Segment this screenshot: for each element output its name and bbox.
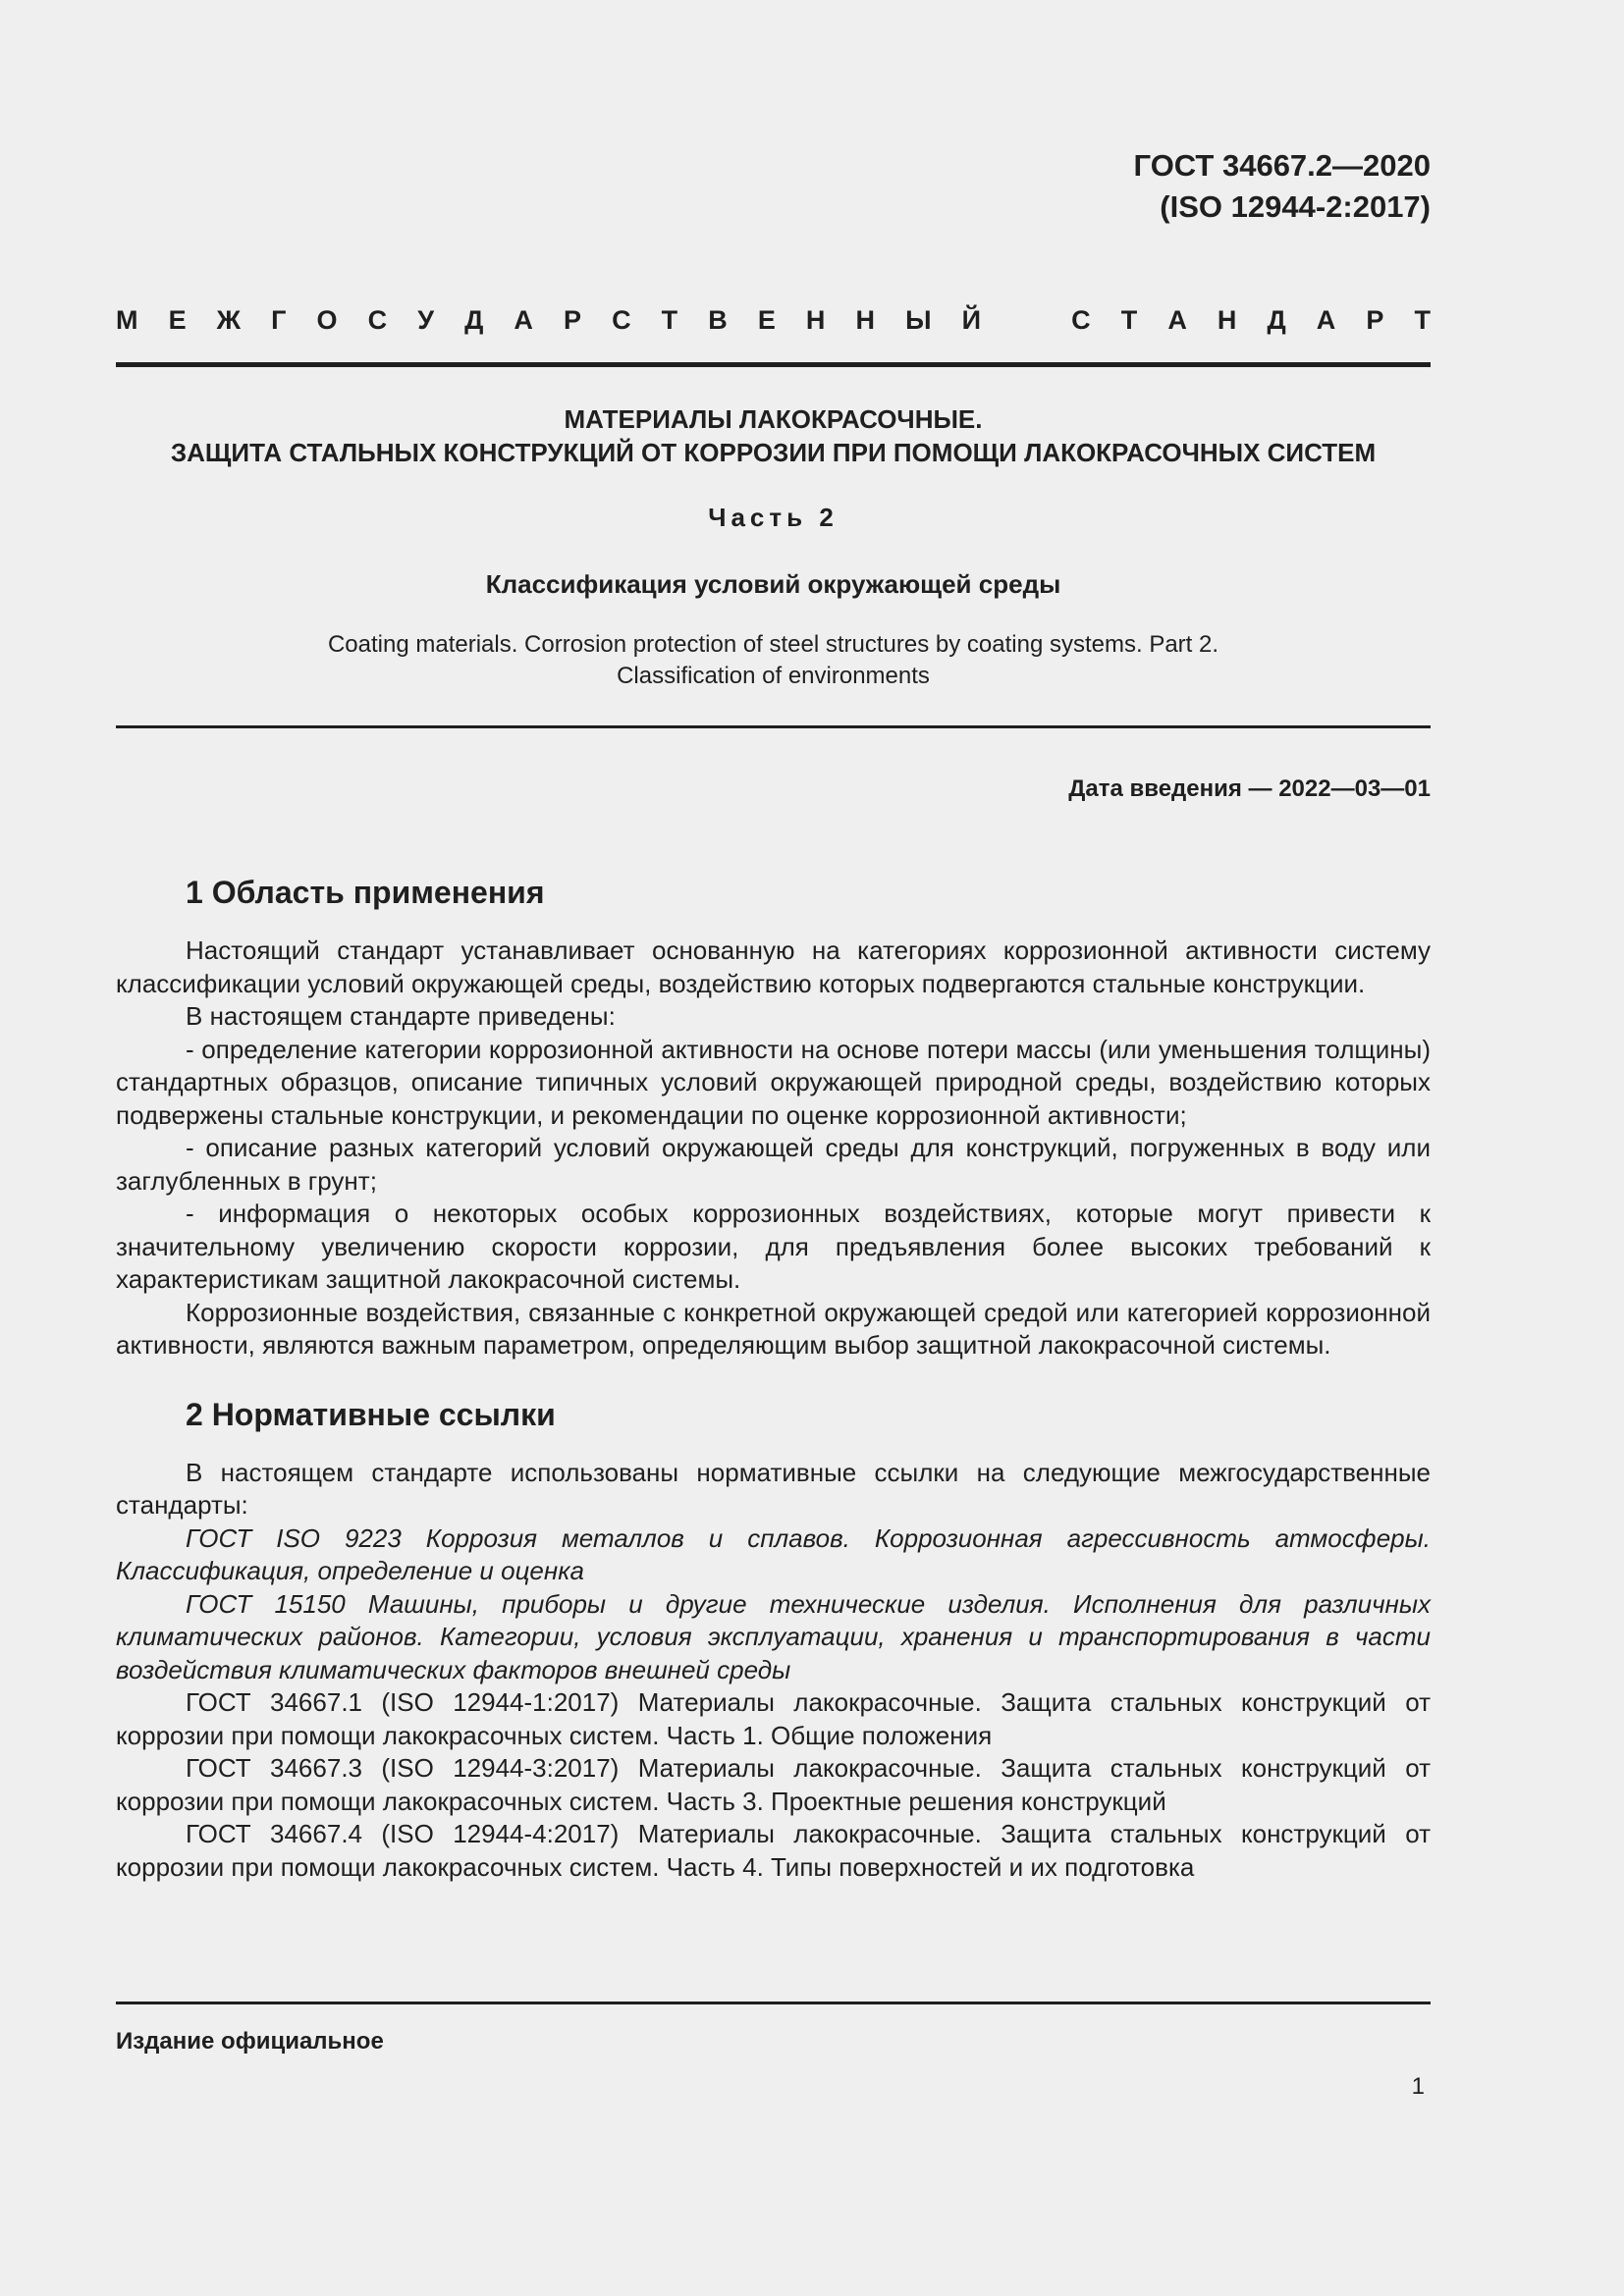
normative-reference: ГОСТ ISO 9223 Коррозия металлов и сплавов. Коррозионная агрессивность атмосферы. Классификация, определение и оценка bbox=[116, 1522, 1431, 1585]
english-title-line-1: Coating materials. Corrosion protection of steel structures by coating systems. Part 2. bbox=[327, 631, 1219, 658]
document-body bbox=[116, 872, 1431, 1884]
section-1-list-item: - описание разных категорий условий окружающей среды для конструкций, погруженных в воду или заглубленных в грунт; bbox=[116, 1133, 1431, 1196]
normative-reference: ГОСТ 34667.1 (ISO 12944-1:2017) Материалы лакокрасочные. Защита стальных конструкций от коррозии при помощи лакокрасочных систем. Часть 1. Общие положения bbox=[116, 1687, 1431, 1750]
banner-letter: С bbox=[612, 305, 631, 335]
section-2-heading: 2 Нормативные ссылки bbox=[186, 1396, 556, 1432]
banner-letter: Н bbox=[805, 305, 826, 335]
banner-letter: А bbox=[1167, 305, 1187, 335]
standard-designation bbox=[1134, 145, 1431, 228]
normative-reference: ГОСТ 34667.3 (ISO 12944-3:2017) Материалы лакокрасочные. Защита стальных конструкций от коррозии при помощи лакокрасочных систем. Часть 3. Проектные решения конструкций bbox=[116, 1753, 1431, 1816]
banner-letter: В bbox=[708, 305, 728, 335]
banner-letter: Й bbox=[961, 305, 981, 335]
banner-letter: Е bbox=[757, 305, 776, 335]
banner-letter: Н bbox=[855, 305, 875, 335]
banner-letter: Ы bbox=[905, 305, 932, 335]
banner-letter: Д bbox=[1267, 305, 1286, 335]
footer-divider bbox=[116, 2002, 1431, 2004]
banner-letter: Е bbox=[168, 305, 187, 335]
banner-letter: О bbox=[316, 305, 338, 335]
section-2-paragraph: В настоящем стандарте использованы нормативные ссылки на следующие межгосударственные стандарты: bbox=[116, 1457, 1431, 1520]
title-divider bbox=[116, 725, 1431, 728]
section-1-paragraph: В настоящем стандарте приведены: bbox=[186, 1001, 616, 1031]
introduction-date: Дата введения — 2022—03—01 bbox=[1068, 775, 1431, 802]
section-1-paragraph: Настоящий стандарт устанавливает основанную на категориях коррозионной активности систему классификации условий окружающей среды, воздействию которых подвергаются стальные конструкции. bbox=[116, 935, 1431, 998]
section-1-list-item: - информация о некоторых особых коррозионных воздействиях, которые могут привести к значительному увеличению скорости коррозии, для предъявления более высоких требований к характеристикам защитной лакокрасочной системы. bbox=[116, 1199, 1431, 1294]
banner-letter: М bbox=[116, 305, 138, 335]
section-1-paragraph: Коррозионные воздействия, связанные с конкретной окружающей средой или категорией коррозионной активности, являются важным параметром, определяющим выбор защитной лакокрасочной системы. bbox=[116, 1297, 1431, 1360]
section-1-list-item: - определение категории коррозионной активности на основе потери массы (или уменьшения толщины) стандартных образцов, описание типичных условий окружающей природной среды, воздействию которых подвержены стальные конструкции, и рекомендации по оценке коррозионной активности; bbox=[116, 1034, 1431, 1130]
interstate-standard-banner bbox=[116, 300, 1431, 340]
banner-letter: Н bbox=[1217, 305, 1237, 335]
document-title bbox=[116, 402, 1431, 469]
designation-iso: (ISO 12944-2:2017) bbox=[1160, 189, 1431, 224]
banner-letter: С bbox=[367, 305, 388, 335]
page-number: 1 bbox=[1411, 2073, 1425, 2100]
english-title bbox=[116, 629, 1431, 692]
banner-letter: А bbox=[1316, 305, 1336, 335]
normative-reference: ГОСТ 34667.4 (ISO 12944-4:2017) Материалы лакокрасочные. Защита стальных конструкций от коррозии при помощи лакокрасочных систем. Часть 4. Типы поверхностей и их подготовка bbox=[116, 1819, 1431, 1882]
banner-letter: Ж bbox=[216, 305, 242, 335]
banner-letter: Т bbox=[1120, 305, 1138, 335]
banner-letter: Т bbox=[1414, 305, 1431, 335]
banner-letter: Г bbox=[271, 305, 287, 335]
title-line-1: МАТЕРИАЛЫ ЛАКОКРАСОЧНЫЕ. bbox=[564, 404, 983, 434]
banner-letter: Т bbox=[661, 305, 678, 335]
header-divider bbox=[116, 362, 1431, 367]
document-page bbox=[116, 0, 1431, 2296]
normative-reference: ГОСТ 15150 Машины, приборы и другие технические изделия. Исполнения для различных климатических районов. Категории, условия эксплуатации, хранения и транспортирования в части воздействия климатических факторов внешней среды bbox=[116, 1588, 1431, 1684]
title-line-2: ЗАЩИТА СТАЛЬНЫХ КОНСТРУКЦИЙ ОТ КОРРОЗИИ ПРИ ПОМОЩИ ЛАКОКРАСОЧНЫХ СИСТЕМ bbox=[170, 438, 1377, 467]
official-edition-label: Издание официальное bbox=[116, 2028, 384, 2055]
banner-letter: С bbox=[1071, 305, 1091, 335]
banner-letter: У bbox=[417, 305, 435, 335]
english-title-line-2: Classification of environments bbox=[617, 663, 930, 689]
banner-letter: Д bbox=[464, 305, 484, 335]
banner-letter: А bbox=[514, 305, 533, 335]
designation-gost: ГОСТ 34667.2—2020 bbox=[1133, 148, 1431, 183]
section-1-heading: 1 Область применения bbox=[186, 875, 545, 910]
banner-letter: Р bbox=[1366, 305, 1384, 335]
banner-word-gap bbox=[1011, 300, 1041, 340]
part-label: Часть 2 bbox=[708, 503, 839, 532]
part-subtitle: Классификация условий окружающей среды bbox=[485, 569, 1061, 599]
banner-letter: Р bbox=[564, 305, 582, 335]
